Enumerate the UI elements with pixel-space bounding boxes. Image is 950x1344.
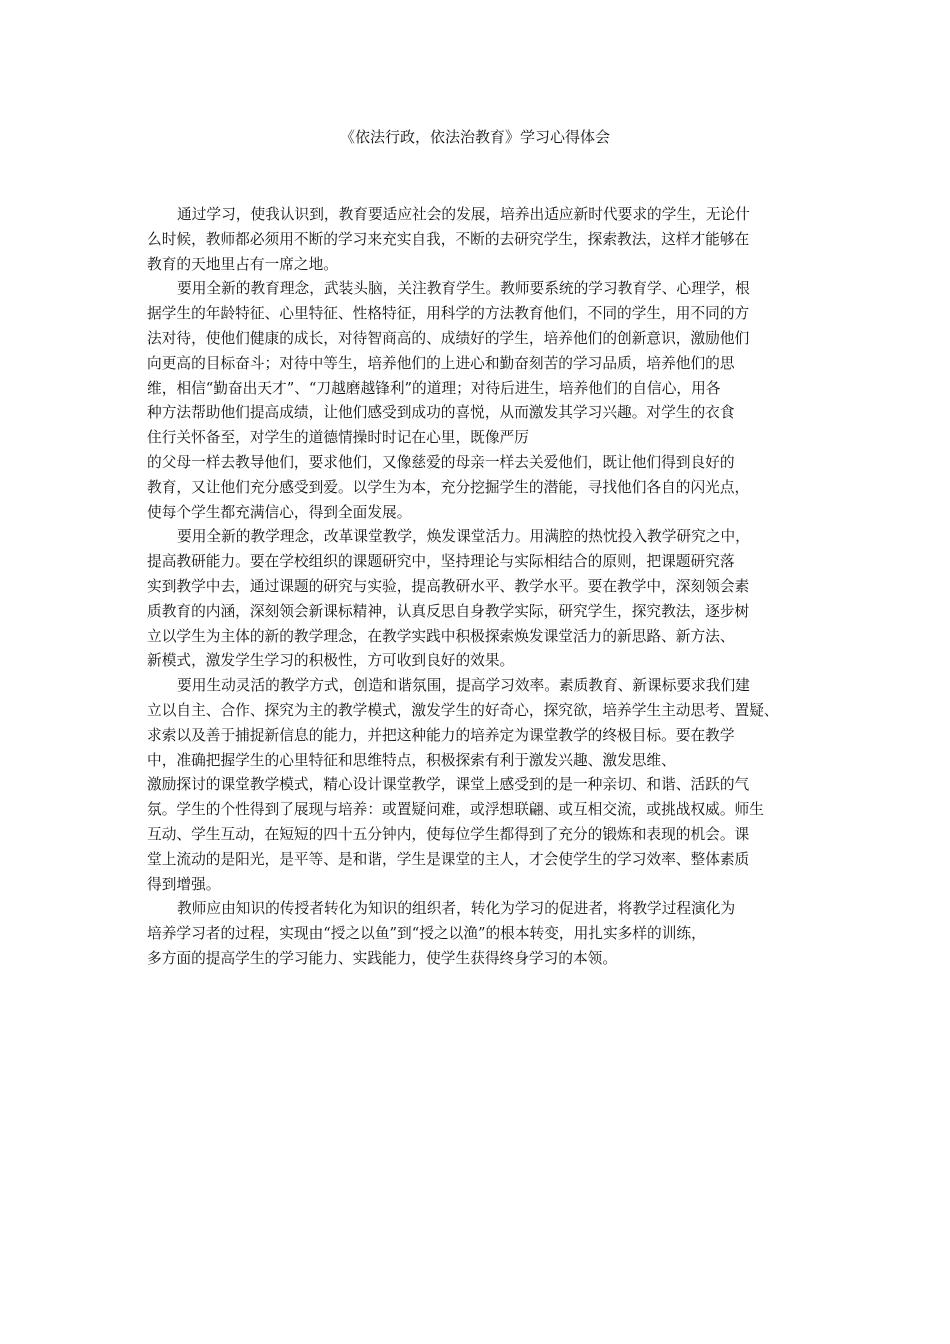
text-line: 向更高的目标奋斗；对待中等生，培养他们的上进心和勤奋刻苦的学习品质，培养他们的思 — [147, 354, 735, 372]
document-title: 《依法行政，依法治教育》学习心得体会 — [339, 128, 610, 146]
text-line: 种方法帮助他们提高成绩，让他们感受到成功的喜悦，从而激发其学习兴趣。对学生的衣食 — [147, 404, 735, 422]
text-line: 得到增强。 — [147, 875, 221, 893]
text-line: 激励探讨的课堂教学模式，精心设计课堂教学，课堂上感受到的是一种亲切、和谐、活跃的气 — [147, 776, 750, 794]
text-line: 求索以及善于捕捉新信息的能力，并把这种能力的培养定为课堂教学的终极目标。要在教学 — [147, 726, 735, 744]
text-line: 法对待，使他们健康的成长，对待智商高的、成绩好的学生，培养他们的创新意识，激励他们 — [147, 329, 750, 347]
document-body — [147, 203, 827, 972]
text-line: 住行关怀备至，对学生的道德情操时时记在心里，既像严厉 — [147, 429, 529, 447]
paragraph — [147, 897, 827, 971]
paragraph — [147, 277, 827, 525]
text-line: 教师应由知识的传授者转化为知识的组织者，转化为学习的促进者，将教学过程演化为 — [177, 900, 736, 918]
text-line: 质教育的内涵，深刻领会新课标精神，认真反思自身教学实际，研究学生，探究教法，逐步树 — [147, 602, 750, 620]
paragraph — [147, 674, 827, 897]
text-line: 实到教学中去，通过课题的研究与实验，提高教研水平、教学水平。要在教学中，深刻领会素 — [147, 577, 750, 595]
text-line: 维，相信“勤奋出天才”、“刀越磨越锋利”的道理；对待后进生，培养他们的自信心，用各 — [147, 379, 721, 397]
text-line: 提高教研能力。要在学校组织的课题研究中，坚持理论与实际相结合的原则，把课题研究落 — [147, 553, 735, 571]
text-line: 多方面的提高学生的学习能力、实践能力，使学生获得终身学习的本领。 — [147, 949, 618, 967]
text-line: 堂上流动的是阳光，是平等、是和谐，学生是课堂的主人，才会使学生的学习效率、整体素质 — [147, 850, 750, 868]
text-line: 据学生的年龄特征、心里特征、性格特征，用科学的方法教育他们，不同的学生，用不同的方 — [147, 305, 750, 323]
text-line: 氛。学生的个性得到了展现与培养：或置疑问难，或浮想联翩、或互相交流，或挑战权威。师生 — [147, 801, 764, 819]
paragraph — [147, 203, 827, 277]
text-line: 培养学习者的过程，实现由“授之以鱼”到“授之以渔”的根本转变，用扎实多样的训练， — [147, 925, 706, 943]
text-line: 教育的天地里占有一席之地。 — [147, 255, 338, 273]
text-line: 的父母一样去教导他们，要求他们，又像慈爱的母亲一样去关爱他们，既让他们得到良好的 — [147, 453, 735, 471]
text-line: 要用全新的教育理念，武装头脑，关注教育学生。教师要系统的学习教育学、心理学，根 — [177, 280, 750, 298]
text-line: 新模式，激发学生学习的积极性，方可收到良好的效果。 — [147, 652, 515, 670]
text-line: 教育，又让他们充分感受到爱。以学生为本，充分挖掘学生的潜能，寻找他们各自的闪光点， — [147, 478, 750, 496]
text-line: 互动、学生互动，在短短的四十五分钟内，使每位学生都得到了充分的锻炼和表现的机会。课 — [147, 825, 750, 843]
text-line: 要用全新的教学理念，改革课堂教学，焕发课堂活力。用满腔的热忱投入教学研究之中， — [177, 528, 750, 546]
text-line: 使每个学生都充满信心，得到全面发展。 — [147, 503, 412, 521]
paragraph — [147, 525, 827, 674]
text-line: 立以自主、合作、探究为主的教学模式，激发学生的好奇心，探究欲，培养学生主动思考、置疑、 — [147, 701, 779, 719]
text-line: 通过学习，使我认识到，教育要适应社会的发展，培养出适应新时代要求的学生，无论什 — [177, 206, 750, 223]
text-line: 要用生动灵活的教学方式，创造和谐氛围，提高学习效率。素质教育、新课标要求我们建 — [177, 677, 750, 695]
text-line: 中，准确把握学生的心里特征和思维特点，积极探索有利于激发兴趣、激发思维、 — [147, 751, 676, 769]
text-line: 立以学生为主体的新的教学理念，在教学实践中积极探索焕发课堂活力的新思路、新方法、 — [147, 627, 735, 645]
text-line: 么时候，教师都必须用不断的学习来充实自我，不断的去研究学生，探索教法，这样才能够在 — [147, 230, 750, 248]
